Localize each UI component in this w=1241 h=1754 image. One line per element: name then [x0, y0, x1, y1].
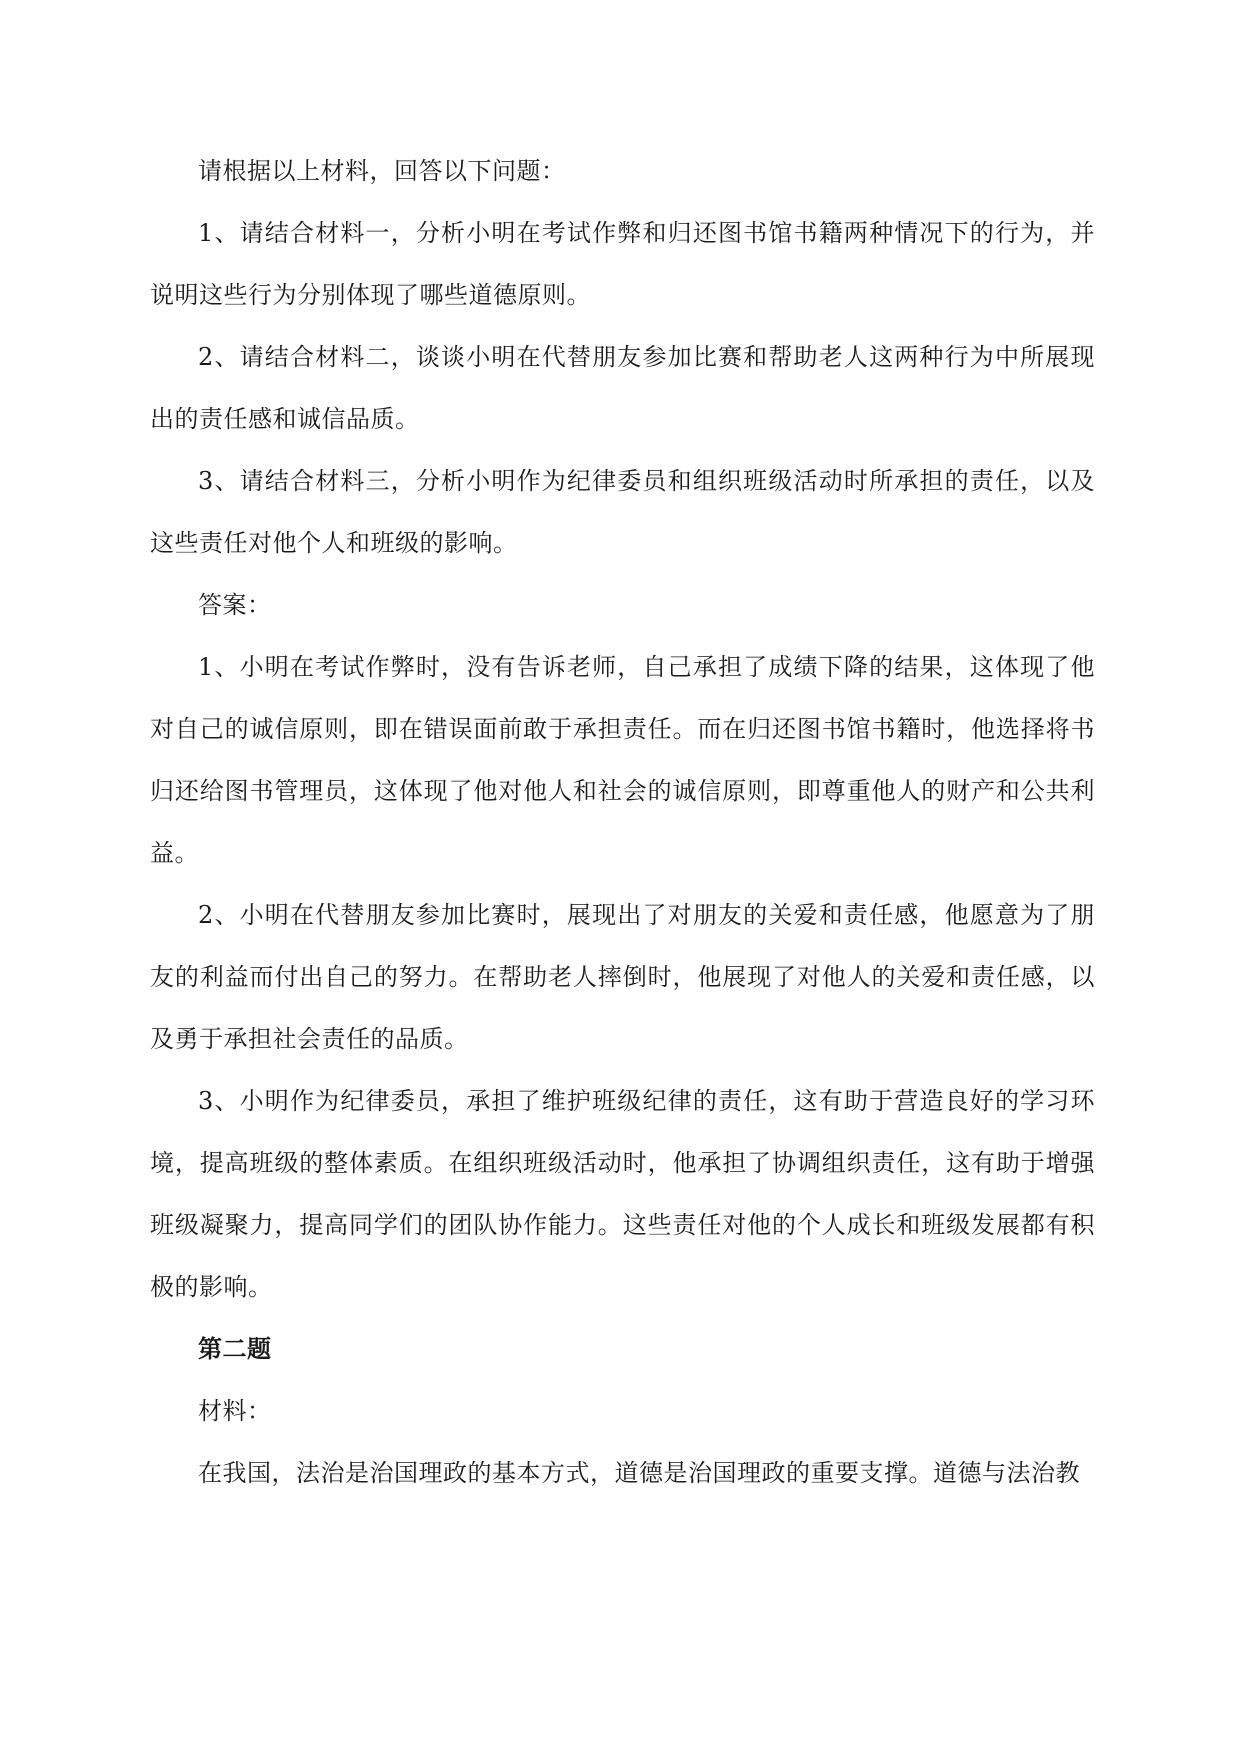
question-2: 2、请结合材料二，谈谈小明在代替朋友参加比赛和帮助老人这两种行为中所展现出的责任感和诚信品质。 — [150, 343, 1095, 433]
section-heading: 第二题 — [198, 1334, 272, 1363]
question-1: 1、请结合材料一，分析小明在考试作弊和归还图书馆书籍两种情况下的行为，并说明这些行为分别体现了哪些道德原则。 — [150, 219, 1095, 309]
material-label: 材料： — [198, 1397, 272, 1425]
answer-3: 3、小明作为纪律委员，承担了维护班级纪律的责任，这有助于营造良好的学习环境，提高班级的整体素质。在组织班级活动时，他承担了协调组织责任，这有助于增强班级凝聚力，提高同学们的团队协作能力。这些责任对他的个人成长和班级发展都有积极的影响。 — [150, 1087, 1095, 1301]
answer-2: 2、小明在代替朋友参加比赛时，展现出了对朋友的关爱和责任感，他愿意为了朋友的利益而付出自己的努力。在帮助老人摔倒时，他展现了对他人的关爱和责任感，以及勇于承担社会责任的品质。 — [150, 901, 1095, 1053]
material-text: 在我国，法治是治国理政的基本方式，道德是治国理政的重要支撑。道德与法治教 — [198, 1459, 1080, 1487]
question-prompt: 请根据以上材料，回答以下问题： — [198, 157, 566, 185]
question-3: 3、请结合材料三，分析小明作为纪律委员和组织班级活动时所承担的责任，以及这些责任对他个人和班级的影响。 — [150, 467, 1095, 557]
answer-1: 1、小明在考试作弊时，没有告诉老师，自己承担了成绩下降的结果，这体现了他对自己的诚信原则，即在错误面前敢于承担责任。而在归还图书馆书籍时，他选择将书归还给图书管理员，这体现了他对他人和社会的诚信原则，即尊重他人的财产和公共利益。 — [150, 653, 1095, 867]
document-body — [150, 140, 1095, 1504]
answer-label: 答案： — [198, 591, 272, 619]
